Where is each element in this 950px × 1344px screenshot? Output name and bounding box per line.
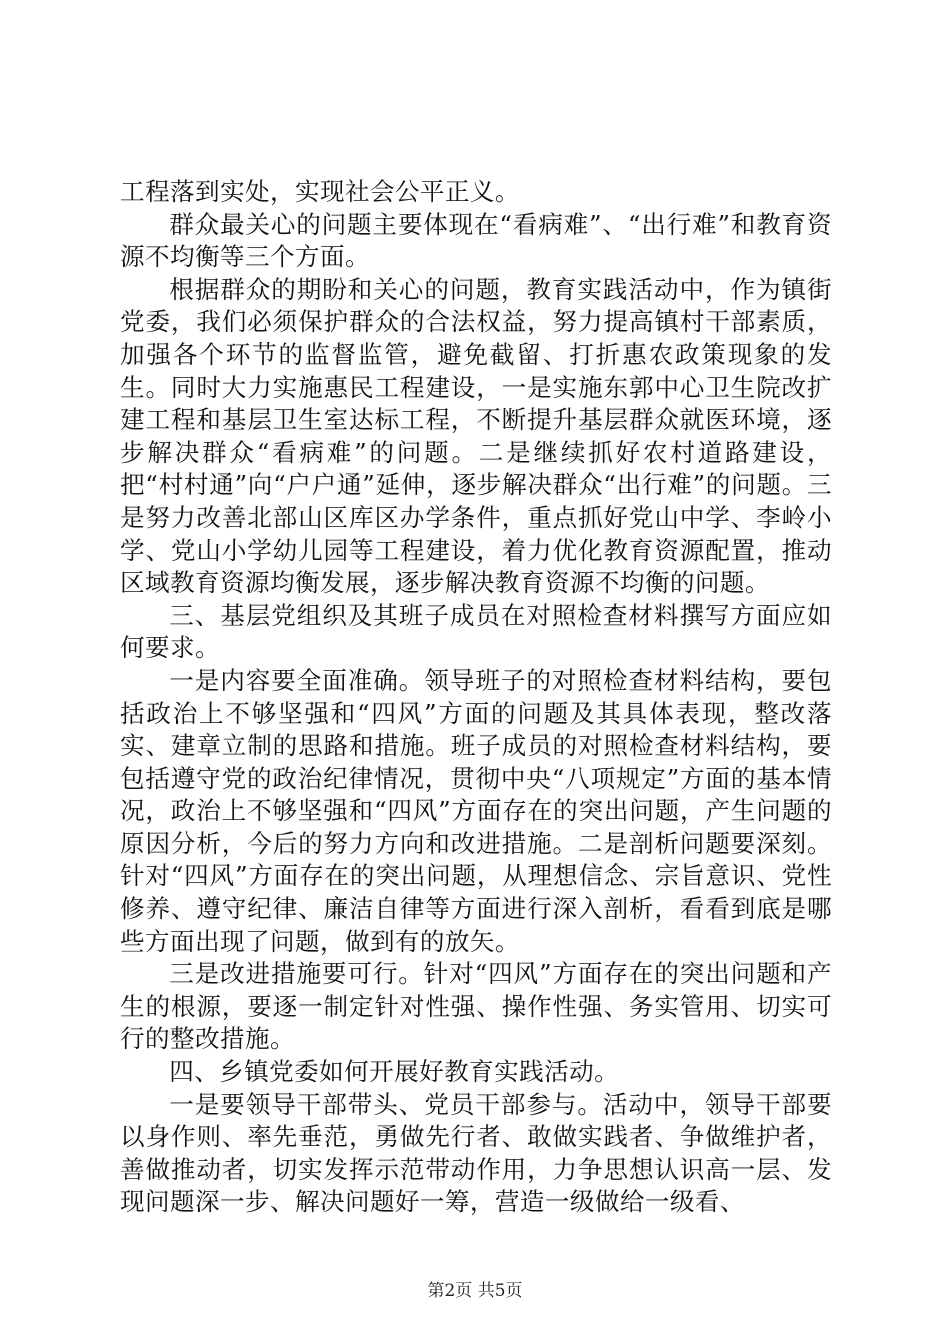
- paragraph-leadership: 一是要领导干部带头、党员干部参与。活动中，领导干部要以身作则、率先垂范，勇做先行者、敢做实践者、争做维护者，善做推动者，切实发挥示范带动作用，力争思想认识高一层、发现问题深一步、解决问题好一筹，营造一级做给一级看、: [120, 1089, 832, 1217]
- paragraph-improvements: 三是改进措施要可行。针对“四风”方面存在的突出问题和产生的根源，要逐一制定针对性强、操作性强、务实管用、切实可行的整改措施。: [120, 959, 832, 1054]
- document-body: [120, 176, 832, 1219]
- page-number-footer: 第2页 共5页: [427, 1281, 523, 1301]
- paragraph-measures: 根据群众的期盼和关心的问题，教育实践活动中，作为镇街党委，我们必须保护群众的合法权益，努力提高镇村干部素质，加强各个环节的监督监管，避免截留、打折惠农政策现象的发生。同时大力实施惠民工程建设，一是实施东郭中心卫生院改扩建工程和基层卫生室达标工程，不断提升基层群众就医环境，逐步解决群众“看病难”的问题。二是继续抓好农村道路建设，把“村村通”向“户户通”延伸，逐步解决群众“出行难”的问题。三是努力改善北部山区库区办学条件，重点抓好党山中学、李岭小学、党山小学幼儿园等工程建设，着力优化教育资源配置，推动区域教育资源均衡发展，逐步解决教育资源不均衡的问题。: [120, 274, 832, 598]
- section-heading-4: 四、乡镇党委如何开展好教育实践活动。: [169, 1057, 620, 1087]
- paragraph-concerns: 群众最关心的问题主要体现在“看病难”、“出行难”和教育资源不均衡等三个方面。: [120, 209, 832, 272]
- paragraph-requirements: 一是内容要全面准确。领导班子的对照检查材料结构，要包括政治上不够坚强和“四风”方面的问题及其具体表现，整改落实、建章立制的思路和措施。班子成员的对照检查材料结构，要包括遵守党的政治纪律情况，贯彻中央“八项规定”方面的基本情况，政治上不够坚强和“四风”方面存在的突出问题，产生问题的原因分析，今后的努力方向和改进措施。二是剖析问题要深刻。针对“四风”方面存在的突出问题，从理想信念、宗旨意识、党性修养、遵守纪律、廉洁自律等方面进行深入剖析，看看到底是哪些方面出现了问题，做到有的放矢。: [120, 665, 832, 956]
- paragraph-continuation: 工程落到实处，实现社会公平正义。: [120, 177, 520, 206]
- section-heading-3: 三、基层党组织及其班子成员在对照检查材料撰写方面应如何要求。: [120, 600, 832, 663]
